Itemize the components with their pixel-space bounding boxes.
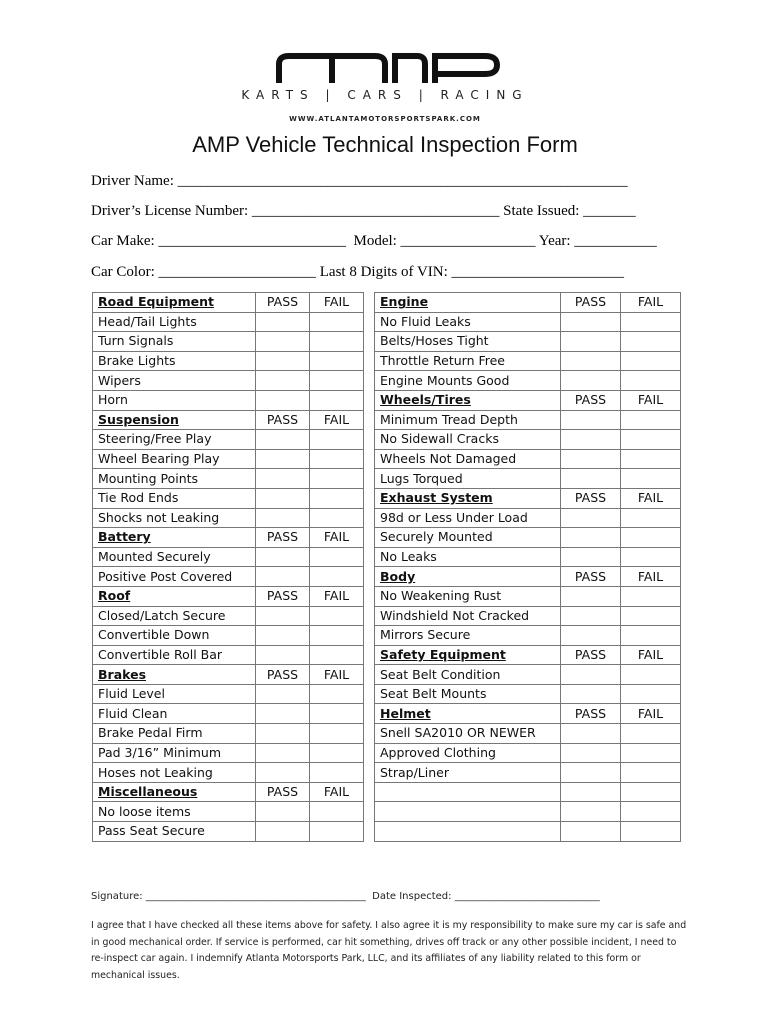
section-title: Miscellaneous — [93, 782, 256, 802]
fail-checkbox-cell[interactable] — [310, 704, 364, 724]
section-title: Safety Equipment — [375, 645, 561, 665]
table-row — [375, 626, 681, 646]
item-label — [375, 822, 561, 842]
fail-checkbox-cell[interactable] — [621, 684, 681, 704]
table-row — [375, 508, 681, 528]
section-header-row — [93, 528, 364, 548]
table-row — [93, 488, 364, 508]
item-label: Throttle Return Free — [375, 351, 561, 371]
pass-checkbox-cell[interactable] — [561, 449, 621, 469]
fail-checkbox-cell[interactable] — [310, 802, 364, 822]
fail-checkbox-cell[interactable] — [621, 665, 681, 685]
pass-header: PASS — [561, 488, 621, 508]
table-row — [93, 567, 364, 587]
table-row — [93, 743, 364, 763]
section-title: Roof — [93, 586, 256, 606]
table-row — [93, 312, 364, 332]
pass-checkbox-cell[interactable] — [256, 488, 310, 508]
fail-checkbox-cell[interactable] — [621, 547, 681, 567]
pass-header: PASS — [256, 782, 310, 802]
item-label: Wheels Not Damaged — [375, 449, 561, 469]
page-title: AMP Vehicle Technical Inspection Form — [192, 132, 578, 157]
pass-checkbox-cell[interactable] — [256, 312, 310, 332]
pass-checkbox-cell[interactable] — [256, 547, 310, 567]
fail-checkbox-cell[interactable] — [310, 567, 364, 587]
amp-logo — [0, 50, 770, 86]
pass-checkbox-cell[interactable] — [561, 822, 621, 842]
website-url: WWW.ATLANTAMOTORSPORTSPARK.COM — [289, 115, 481, 123]
pass-checkbox-cell[interactable] — [561, 528, 621, 548]
item-label: Positive Post Covered — [93, 567, 256, 587]
fail-checkbox-cell[interactable] — [621, 430, 681, 450]
pass-checkbox-cell[interactable] — [561, 586, 621, 606]
table-row — [93, 704, 364, 724]
section-header-row — [93, 293, 364, 313]
pass-checkbox-cell[interactable] — [561, 430, 621, 450]
pass-checkbox-cell[interactable] — [256, 606, 310, 626]
pass-checkbox-cell[interactable] — [256, 822, 310, 842]
table-row — [93, 547, 364, 567]
item-label: Mounted Securely — [93, 547, 256, 567]
pass-checkbox-cell[interactable] — [561, 312, 621, 332]
table-row — [375, 763, 681, 783]
section-title: Helmet — [375, 704, 561, 724]
fail-checkbox-cell[interactable] — [621, 782, 681, 802]
item-label: Convertible Down — [93, 626, 256, 646]
table-row — [93, 724, 364, 744]
fail-checkbox-cell[interactable] — [621, 469, 681, 489]
item-label: Mounting Points — [93, 469, 256, 489]
item-label: No Fluid Leaks — [375, 312, 561, 332]
table-row — [93, 763, 364, 783]
pass-checkbox-cell[interactable] — [561, 724, 621, 744]
license-field[interactable]: Driver’s License Number: _________________________________ State Issued: _______ — [91, 203, 636, 219]
fail-checkbox-cell[interactable] — [310, 822, 364, 842]
pass-header: PASS — [561, 704, 621, 724]
section-title: Suspension — [93, 410, 256, 430]
fail-checkbox-cell[interactable] — [621, 449, 681, 469]
fail-checkbox-cell[interactable] — [621, 410, 681, 430]
pass-checkbox-cell[interactable] — [561, 802, 621, 822]
item-label: Wheel Bearing Play — [93, 449, 256, 469]
item-label: Securely Mounted — [375, 528, 561, 548]
pass-checkbox-cell[interactable] — [256, 626, 310, 646]
table-row — [93, 469, 364, 489]
fail-header: FAIL — [310, 586, 364, 606]
pass-header: PASS — [256, 586, 310, 606]
fail-checkbox-cell[interactable] — [310, 763, 364, 783]
pass-checkbox-cell[interactable] — [256, 430, 310, 450]
fail-checkbox-cell[interactable] — [621, 606, 681, 626]
table-row — [375, 743, 681, 763]
item-label: No Leaks — [375, 547, 561, 567]
item-label: Lugs Torqued — [375, 469, 561, 489]
section-title: Wheels/Tires — [375, 390, 561, 410]
pass-checkbox-cell[interactable] — [561, 665, 621, 685]
table-row — [375, 469, 681, 489]
table-row — [93, 645, 364, 665]
fail-checkbox-cell[interactable] — [310, 332, 364, 352]
fail-checkbox-cell[interactable] — [310, 606, 364, 626]
pass-header: PASS — [561, 293, 621, 313]
pass-header: PASS — [256, 528, 310, 548]
table-row — [93, 626, 364, 646]
pass-checkbox-cell[interactable] — [561, 606, 621, 626]
item-label: Approved Clothing — [375, 743, 561, 763]
table-row — [375, 822, 681, 842]
pass-checkbox-cell[interactable] — [256, 763, 310, 783]
pass-checkbox-cell[interactable] — [256, 704, 310, 724]
fail-header: FAIL — [310, 293, 364, 313]
pass-header: PASS — [256, 293, 310, 313]
fail-checkbox-cell[interactable] — [310, 371, 364, 391]
fail-checkbox-cell[interactable] — [621, 508, 681, 528]
item-label: Hoses not Leaking — [93, 763, 256, 783]
fail-header: FAIL — [310, 528, 364, 548]
table-row — [93, 822, 364, 842]
pass-checkbox-cell[interactable] — [561, 684, 621, 704]
car-color-field[interactable]: Car Color: _____________________ Last 8 Digits of VIN: _______________________ — [91, 264, 625, 280]
table-row — [93, 449, 364, 469]
pass-checkbox-cell[interactable] — [256, 724, 310, 744]
item-label: Mirrors Secure — [375, 626, 561, 646]
fail-checkbox-cell[interactable] — [621, 724, 681, 744]
fail-checkbox-cell[interactable] — [621, 763, 681, 783]
fail-checkbox-cell[interactable] — [621, 528, 681, 548]
fail-checkbox-cell[interactable] — [310, 312, 364, 332]
item-label: Turn Signals — [93, 332, 256, 352]
right-table-body — [375, 293, 681, 842]
table-row — [93, 430, 364, 450]
section-header-row — [93, 586, 364, 606]
fail-checkbox-cell[interactable] — [621, 626, 681, 646]
fail-checkbox-cell[interactable] — [310, 645, 364, 665]
section-header-row — [93, 782, 364, 802]
item-label: Windshield Not Cracked — [375, 606, 561, 626]
fail-checkbox-cell[interactable] — [310, 626, 364, 646]
item-label: Snell SA2010 OR NEWER — [375, 724, 561, 744]
fail-header: FAIL — [621, 488, 681, 508]
agreement-text: I agree that I have checked all these items above for safety. I also agree it is my responsibility to make sure my car is safe and in good mechanical order. If service is performed, car hit something, drives off track or any other possible incident, I need to re-inspect car again. I indemnify Atlanta Motorsports Park, LLC, and its affiliates of any liability related to this form or mechanical issues. — [91, 920, 687, 981]
table-row — [375, 332, 681, 352]
item-label — [375, 782, 561, 802]
pass-checkbox-cell[interactable] — [256, 469, 310, 489]
fail-checkbox-cell[interactable] — [621, 371, 681, 391]
section-header-row — [93, 665, 364, 685]
item-label: Fluid Level — [93, 684, 256, 704]
item-label: Tie Rod Ends — [93, 488, 256, 508]
section-title: Battery — [93, 528, 256, 548]
fail-checkbox-cell[interactable] — [621, 743, 681, 763]
pass-checkbox-cell[interactable] — [256, 802, 310, 822]
fail-header: FAIL — [621, 390, 681, 410]
pass-header: PASS — [256, 665, 310, 685]
pass-checkbox-cell[interactable] — [561, 763, 621, 783]
pass-checkbox-cell[interactable] — [256, 332, 310, 352]
pass-checkbox-cell[interactable] — [256, 371, 310, 391]
fail-header: FAIL — [621, 567, 681, 587]
pass-checkbox-cell[interactable] — [561, 626, 621, 646]
pass-checkbox-cell[interactable] — [256, 567, 310, 587]
pass-checkbox-cell[interactable] — [561, 351, 621, 371]
tagline: KARTS | CARS | RACING — [241, 88, 529, 102]
item-label: Shocks not Leaking — [93, 508, 256, 528]
fail-checkbox-cell[interactable] — [621, 351, 681, 371]
table-row — [375, 586, 681, 606]
pass-header: PASS — [561, 567, 621, 587]
fail-checkbox-cell[interactable] — [621, 822, 681, 842]
table-row — [93, 606, 364, 626]
fail-checkbox-cell[interactable] — [621, 586, 681, 606]
item-label: Wipers — [93, 371, 256, 391]
pass-checkbox-cell[interactable] — [561, 332, 621, 352]
pass-checkbox-cell[interactable] — [256, 351, 310, 371]
item-label: Convertible Roll Bar — [93, 645, 256, 665]
section-title: Road Equipment — [93, 293, 256, 313]
item-label: Engine Mounts Good — [375, 371, 561, 391]
item-label: Belts/Hoses Tight — [375, 332, 561, 352]
pass-checkbox-cell[interactable] — [256, 645, 310, 665]
fail-checkbox-cell[interactable] — [310, 724, 364, 744]
table-row — [375, 802, 681, 822]
fail-checkbox-cell[interactable] — [621, 802, 681, 822]
fail-checkbox-cell[interactable] — [310, 547, 364, 567]
table-row — [93, 332, 364, 352]
right-inspection-table — [374, 292, 681, 842]
section-title: Engine — [375, 293, 561, 313]
item-label: Minimum Tread Depth — [375, 410, 561, 430]
table-row — [93, 508, 364, 528]
section-title: Body — [375, 567, 561, 587]
table-row — [375, 547, 681, 567]
signature-date-line[interactable]: Signature: ____________________________________________ Date Inspected: _____________________________ — [91, 891, 600, 902]
item-label: Head/Tail Lights — [93, 312, 256, 332]
item-label: Pass Seat Secure — [93, 822, 256, 842]
fail-checkbox-cell[interactable] — [310, 508, 364, 528]
fail-checkbox-cell[interactable] — [621, 332, 681, 352]
table-row — [375, 528, 681, 548]
item-label: No Weakening Rust — [375, 586, 561, 606]
item-label: Horn — [93, 390, 256, 410]
section-header-row — [375, 293, 681, 313]
item-label: No Sidewall Cracks — [375, 430, 561, 450]
item-label: Seat Belt Condition — [375, 665, 561, 685]
item-label: Closed/Latch Secure — [93, 606, 256, 626]
pass-checkbox-cell[interactable] — [256, 508, 310, 528]
fail-checkbox-cell[interactable] — [310, 469, 364, 489]
item-label: Strap/Liner — [375, 763, 561, 783]
section-header-row — [375, 645, 681, 665]
pass-checkbox-cell[interactable] — [256, 390, 310, 410]
fail-header: FAIL — [621, 293, 681, 313]
table-row — [375, 684, 681, 704]
fail-checkbox-cell[interactable] — [310, 743, 364, 763]
pass-checkbox-cell[interactable] — [256, 684, 310, 704]
table-row — [375, 606, 681, 626]
pass-checkbox-cell[interactable] — [256, 743, 310, 763]
car-make-field[interactable]: Car Make: _________________________ Model: __________________ Year: ___________ — [91, 233, 657, 249]
pass-header: PASS — [561, 645, 621, 665]
item-label: Steering/Free Play — [93, 430, 256, 450]
amp-logo-mark — [265, 50, 505, 86]
table-row — [375, 782, 681, 802]
section-header-row — [375, 390, 681, 410]
section-title: Exhaust System — [375, 488, 561, 508]
pass-header: PASS — [256, 410, 310, 430]
fail-checkbox-cell[interactable] — [310, 351, 364, 371]
table-row — [375, 449, 681, 469]
fail-header: FAIL — [310, 410, 364, 430]
pass-checkbox-cell[interactable] — [561, 743, 621, 763]
fail-checkbox-cell[interactable] — [310, 390, 364, 410]
table-row — [93, 351, 364, 371]
item-label: Brake Pedal Firm — [93, 724, 256, 744]
section-title: Brakes — [93, 665, 256, 685]
section-header-row — [375, 567, 681, 587]
table-row — [375, 312, 681, 332]
table-row — [375, 430, 681, 450]
item-label: Pad 3/16” Minimum — [93, 743, 256, 763]
pass-checkbox-cell[interactable] — [561, 508, 621, 528]
fail-checkbox-cell[interactable] — [621, 312, 681, 332]
section-header-row — [375, 488, 681, 508]
table-row — [375, 351, 681, 371]
table-row — [93, 390, 364, 410]
pass-checkbox-cell[interactable] — [561, 782, 621, 802]
item-label: No loose items — [93, 802, 256, 822]
table-row — [375, 724, 681, 744]
fail-header: FAIL — [310, 665, 364, 685]
item-label: 98d or Less Under Load — [375, 508, 561, 528]
pass-header: PASS — [561, 390, 621, 410]
pass-checkbox-cell[interactable] — [561, 469, 621, 489]
pass-checkbox-cell[interactable] — [256, 449, 310, 469]
table-row — [375, 665, 681, 685]
table-row — [375, 371, 681, 391]
pass-checkbox-cell[interactable] — [561, 371, 621, 391]
fail-header: FAIL — [621, 645, 681, 665]
fail-checkbox-cell[interactable] — [310, 488, 364, 508]
fail-header: FAIL — [621, 704, 681, 724]
left-inspection-table — [92, 292, 364, 842]
section-header-row — [93, 410, 364, 430]
driver-name-field[interactable]: Driver Name: ____________________________________________________________ — [91, 173, 628, 189]
table-row — [375, 410, 681, 430]
item-label: Brake Lights — [93, 351, 256, 371]
pass-checkbox-cell[interactable] — [561, 547, 621, 567]
pass-checkbox-cell[interactable] — [561, 410, 621, 430]
item-label — [375, 802, 561, 822]
left-table-body — [93, 293, 364, 842]
item-label: Fluid Clean — [93, 704, 256, 724]
section-header-row — [375, 704, 681, 724]
table-row — [93, 684, 364, 704]
table-row — [93, 371, 364, 391]
item-label: Seat Belt Mounts — [375, 684, 561, 704]
table-row — [93, 802, 364, 822]
fail-checkbox-cell[interactable] — [310, 449, 364, 469]
fail-checkbox-cell[interactable] — [310, 430, 364, 450]
fail-header: FAIL — [310, 782, 364, 802]
fail-checkbox-cell[interactable] — [310, 684, 364, 704]
